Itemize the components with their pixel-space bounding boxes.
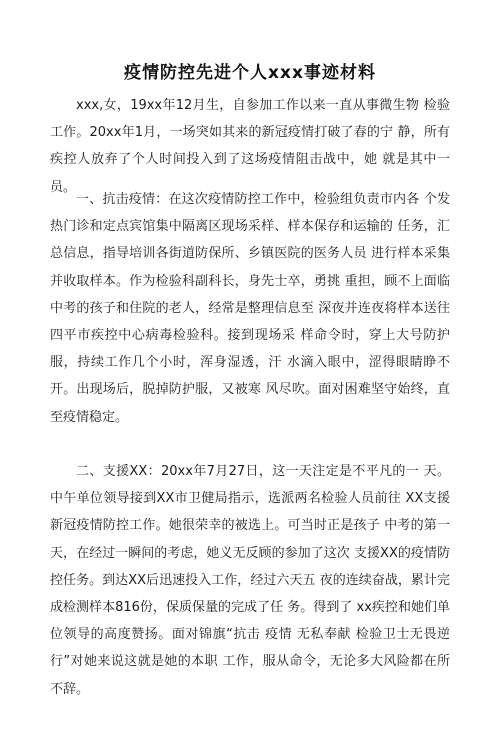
paragraph-support-mission: 二、支援XX：20xx年7月27日，这一天注定是不平凡的一 天。中午单位领导接到XX市卫健局指示，选派两名检验人员前往 XX支援新冠疫情防控工作。她很荣幸的被选上。可当时正是孩子 中考的第一天，在经过一瞬间的考虑，她义无反顾的参加了这次 支援XX的疫情防控任务。到达XX后迅速投入工作，经过六天五 夜的连续奋战，累计完成检测样本816份，保质保量的完成了任 务。得到了 xx疾控和她们单位领导的高度赞扬。面对锦旗“抗击 疫情 无私奉献 检验卫士无畏逆行”对她来说这就是她的本职 工作，服从命令，无论多大风险都在所不辞。 [50, 464, 450, 697]
paragraph-fight-epidemic: 一、抗击疫情：在这次疫情防控工作中，检验组负责市内各 个发热门诊和定点宾馆集中隔离区现场采样、样本保存和运输的 任务，汇总信息，指导培训各街道防保所、乡镇医院的医务人员 进行样本采集并收取样本。作为检验科副科长，身先士卒，勇挑 重担，顾不上面临中考的孩子和住院的老人，经常是整理信息至 深夜并连夜将样本送往四平市疾控中心病毒检验科。接到现场采 样命令时，穿上大号防护服，持续工作几个小时，浑身湿透，汗 水滴入眼中，涩得眼睛睁不开。出现场后，脱掉防护服，又被寒 风尽吹。面对困难坚守始终，直至疫情稳定。 [50, 192, 450, 425]
document-title: 疫情防控先进个人xxx事迹材料 [124, 63, 376, 83]
paragraph-intro: xxx,女，19xx年12月生，自参加工作以来一直从事微生物 检验工作。20xx年1月，一场突如其来的新冠疫情打破了春的宁 静，所有疾控人放弃了个人时间投入到了这场疫情阻击战中，她 就是其中一员。 [50, 98, 450, 195]
